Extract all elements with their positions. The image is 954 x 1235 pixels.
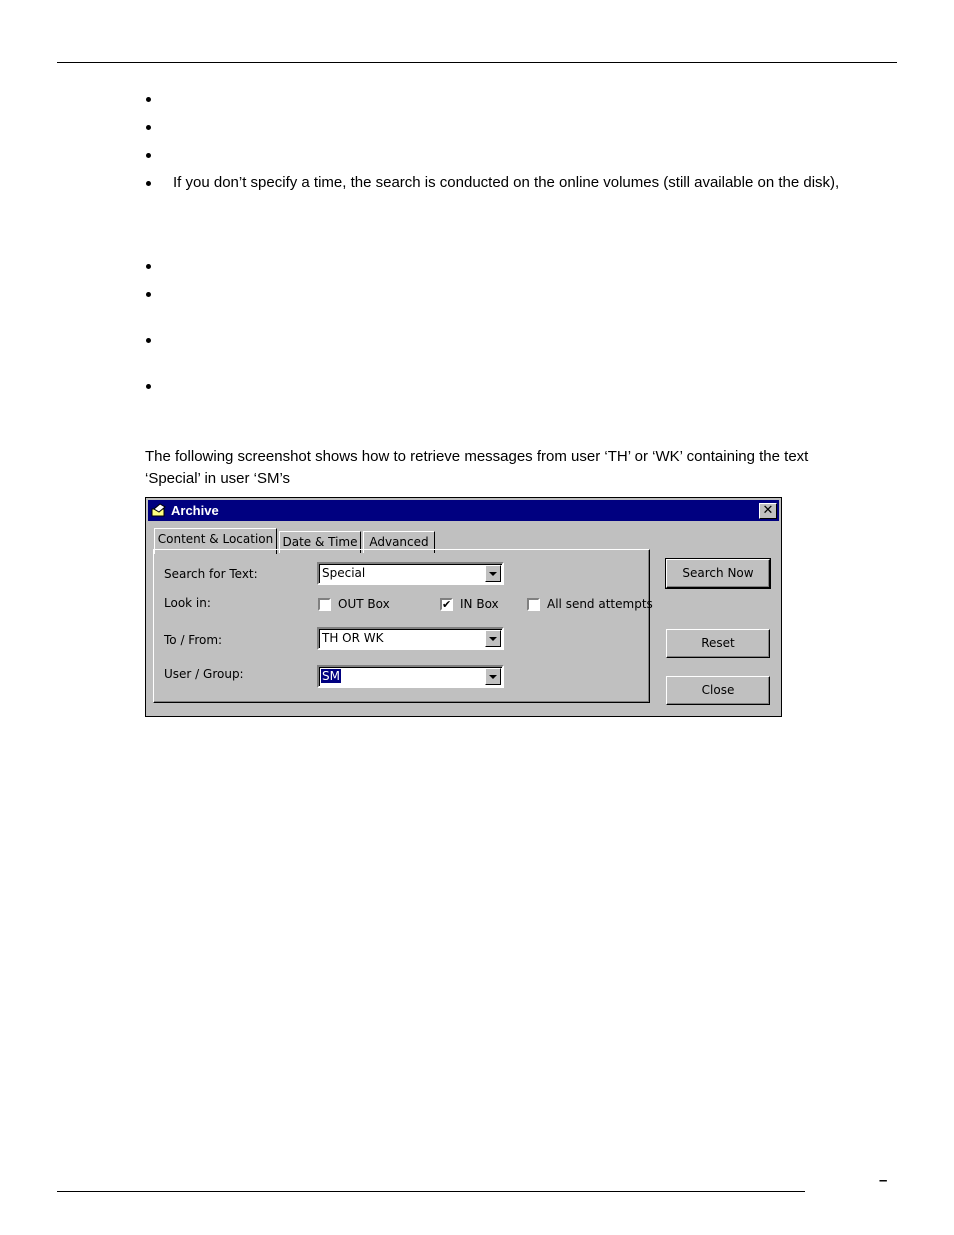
archive-dialog (145, 497, 782, 717)
bullet-8 (146, 384, 151, 389)
tab-label: Content & Location (157, 532, 274, 546)
to-from-label: To / From: (164, 633, 223, 647)
page-mark: – (879, 1172, 888, 1189)
intro-line-2: ‘Special’ in user ‘SM’s (145, 470, 291, 487)
user-group-label: User / Group: (164, 667, 244, 681)
to-from-combo[interactable] (317, 627, 504, 650)
tab-label: Advanced (369, 535, 429, 549)
bullet-6 (146, 292, 151, 297)
search-text-label: Search for Text: (164, 567, 258, 581)
check-icon: ✔ (442, 598, 452, 611)
search-text-combo[interactable] (317, 562, 504, 585)
bullet-1 (146, 97, 151, 102)
close-button[interactable]: Close (666, 676, 770, 705)
to-from-value: TH OR WK (322, 631, 384, 645)
search-text-value: Special (322, 566, 366, 580)
out-box-label: OUT Box (338, 597, 390, 611)
all-send-checkbox[interactable] (527, 598, 540, 611)
search-now-button[interactable]: Search Now (666, 559, 770, 588)
chevron-down-icon[interactable] (485, 630, 501, 647)
bullet-5 (146, 264, 151, 269)
close-icon[interactable]: ✕ (759, 503, 777, 519)
archive-app-icon (151, 503, 167, 517)
bullet-3 (146, 153, 151, 158)
bullet-2 (146, 125, 151, 130)
chevron-down-icon[interactable] (485, 668, 501, 685)
bullet-4 (146, 181, 151, 186)
in-box-checkbox[interactable] (440, 598, 453, 611)
chevron-down-icon[interactable] (485, 565, 501, 582)
bullet-text-4: If you don’t specify a time, the search is conducted on the online volumes (still available on the disk), (173, 174, 840, 191)
footer-rule (57, 1191, 805, 1192)
user-group-value: SM (322, 669, 340, 683)
dialog-title: Archive (171, 503, 219, 518)
user-group-combo[interactable] (317, 665, 504, 688)
dialog-titlebar (148, 500, 779, 521)
in-box-label: IN Box (460, 597, 499, 611)
all-send-label: All send attempts (547, 597, 653, 611)
bullet-7 (146, 338, 151, 343)
look-in-label: Look in: (164, 596, 211, 610)
tab-label: Date & Time (282, 535, 358, 549)
intro-line-1: The following screenshot shows how to retrieve messages from user ‘TH’ or ‘WK’ containing the text (145, 448, 809, 465)
header-rule (57, 62, 897, 63)
reset-button[interactable]: Reset (666, 629, 770, 658)
out-box-checkbox[interactable] (318, 598, 331, 611)
